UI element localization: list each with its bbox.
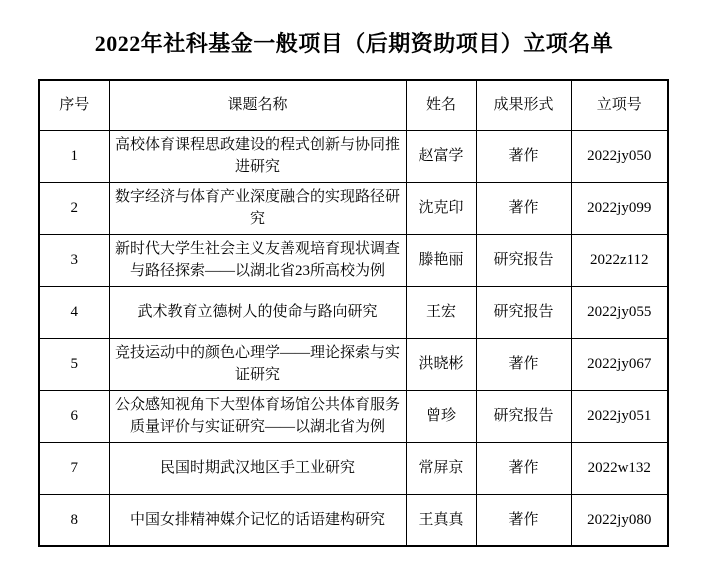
table-body <box>39 130 668 546</box>
column-header-no: 序号 <box>39 80 109 130</box>
table-row <box>39 182 668 234</box>
cell-no: 1 <box>39 130 109 182</box>
cell-form: 著作 <box>476 182 571 234</box>
cell-name: 洪晓彬 <box>406 338 476 390</box>
cell-name: 赵富学 <box>406 130 476 182</box>
cell-title: 数字经济与体育产业深度融合的实现路径研究 <box>109 182 406 234</box>
cell-number: 2022z112 <box>571 234 668 286</box>
table-row <box>39 234 668 286</box>
cell-no: 4 <box>39 286 109 338</box>
cell-title: 公众感知视角下大型体育场馆公共体育服务质量评价与实证研究——以湖北省为例 <box>109 390 406 442</box>
cell-form: 著作 <box>476 442 571 494</box>
table-row <box>39 338 668 390</box>
cell-number: 2022jy080 <box>571 494 668 546</box>
cell-form: 著作 <box>476 494 571 546</box>
cell-title: 民国时期武汉地区手工业研究 <box>109 442 406 494</box>
table-header-row <box>39 80 668 130</box>
cell-name: 沈克印 <box>406 182 476 234</box>
cell-name: 常屏京 <box>406 442 476 494</box>
cell-form: 著作 <box>476 130 571 182</box>
cell-name: 王宏 <box>406 286 476 338</box>
cell-no: 2 <box>39 182 109 234</box>
cell-number: 2022w132 <box>571 442 668 494</box>
cell-title: 高校体育课程思政建设的程式创新与协同推进研究 <box>109 130 406 182</box>
project-table <box>38 79 669 547</box>
cell-no: 5 <box>39 338 109 390</box>
table-row <box>39 286 668 338</box>
cell-number: 2022jy050 <box>571 130 668 182</box>
cell-number: 2022jy067 <box>571 338 668 390</box>
cell-no: 8 <box>39 494 109 546</box>
cell-no: 7 <box>39 442 109 494</box>
cell-form: 研究报告 <box>476 234 571 286</box>
cell-name: 滕艳丽 <box>406 234 476 286</box>
cell-title: 新时代大学生社会主义友善观培育现状调查与路径探索——以湖北省23所高校为例 <box>109 234 406 286</box>
table-row <box>39 442 668 494</box>
column-header-form: 成果形式 <box>476 80 571 130</box>
column-header-number: 立项号 <box>571 80 668 130</box>
cell-form: 研究报告 <box>476 286 571 338</box>
table-row <box>39 130 668 182</box>
column-header-name: 姓名 <box>406 80 476 130</box>
cell-form: 著作 <box>476 338 571 390</box>
cell-number: 2022jy051 <box>571 390 668 442</box>
cell-name: 王真真 <box>406 494 476 546</box>
table-row <box>39 390 668 442</box>
cell-no: 6 <box>39 390 109 442</box>
cell-title: 中国女排精神媒介记忆的话语建构研究 <box>109 494 406 546</box>
cell-title: 竞技运动中的颜色心理学——理论探索与实证研究 <box>109 338 406 390</box>
cell-number: 2022jy055 <box>571 286 668 338</box>
cell-form: 研究报告 <box>476 390 571 442</box>
cell-title: 武术教育立德树人的使命与路向研究 <box>109 286 406 338</box>
page-title: 2022年社科基金一般项目（后期资助项目）立项名单 <box>94 31 614 56</box>
cell-no: 3 <box>39 234 109 286</box>
cell-name: 曾珍 <box>406 390 476 442</box>
table-row <box>39 494 668 546</box>
column-header-title: 课题名称 <box>109 80 406 130</box>
cell-number: 2022jy099 <box>571 182 668 234</box>
